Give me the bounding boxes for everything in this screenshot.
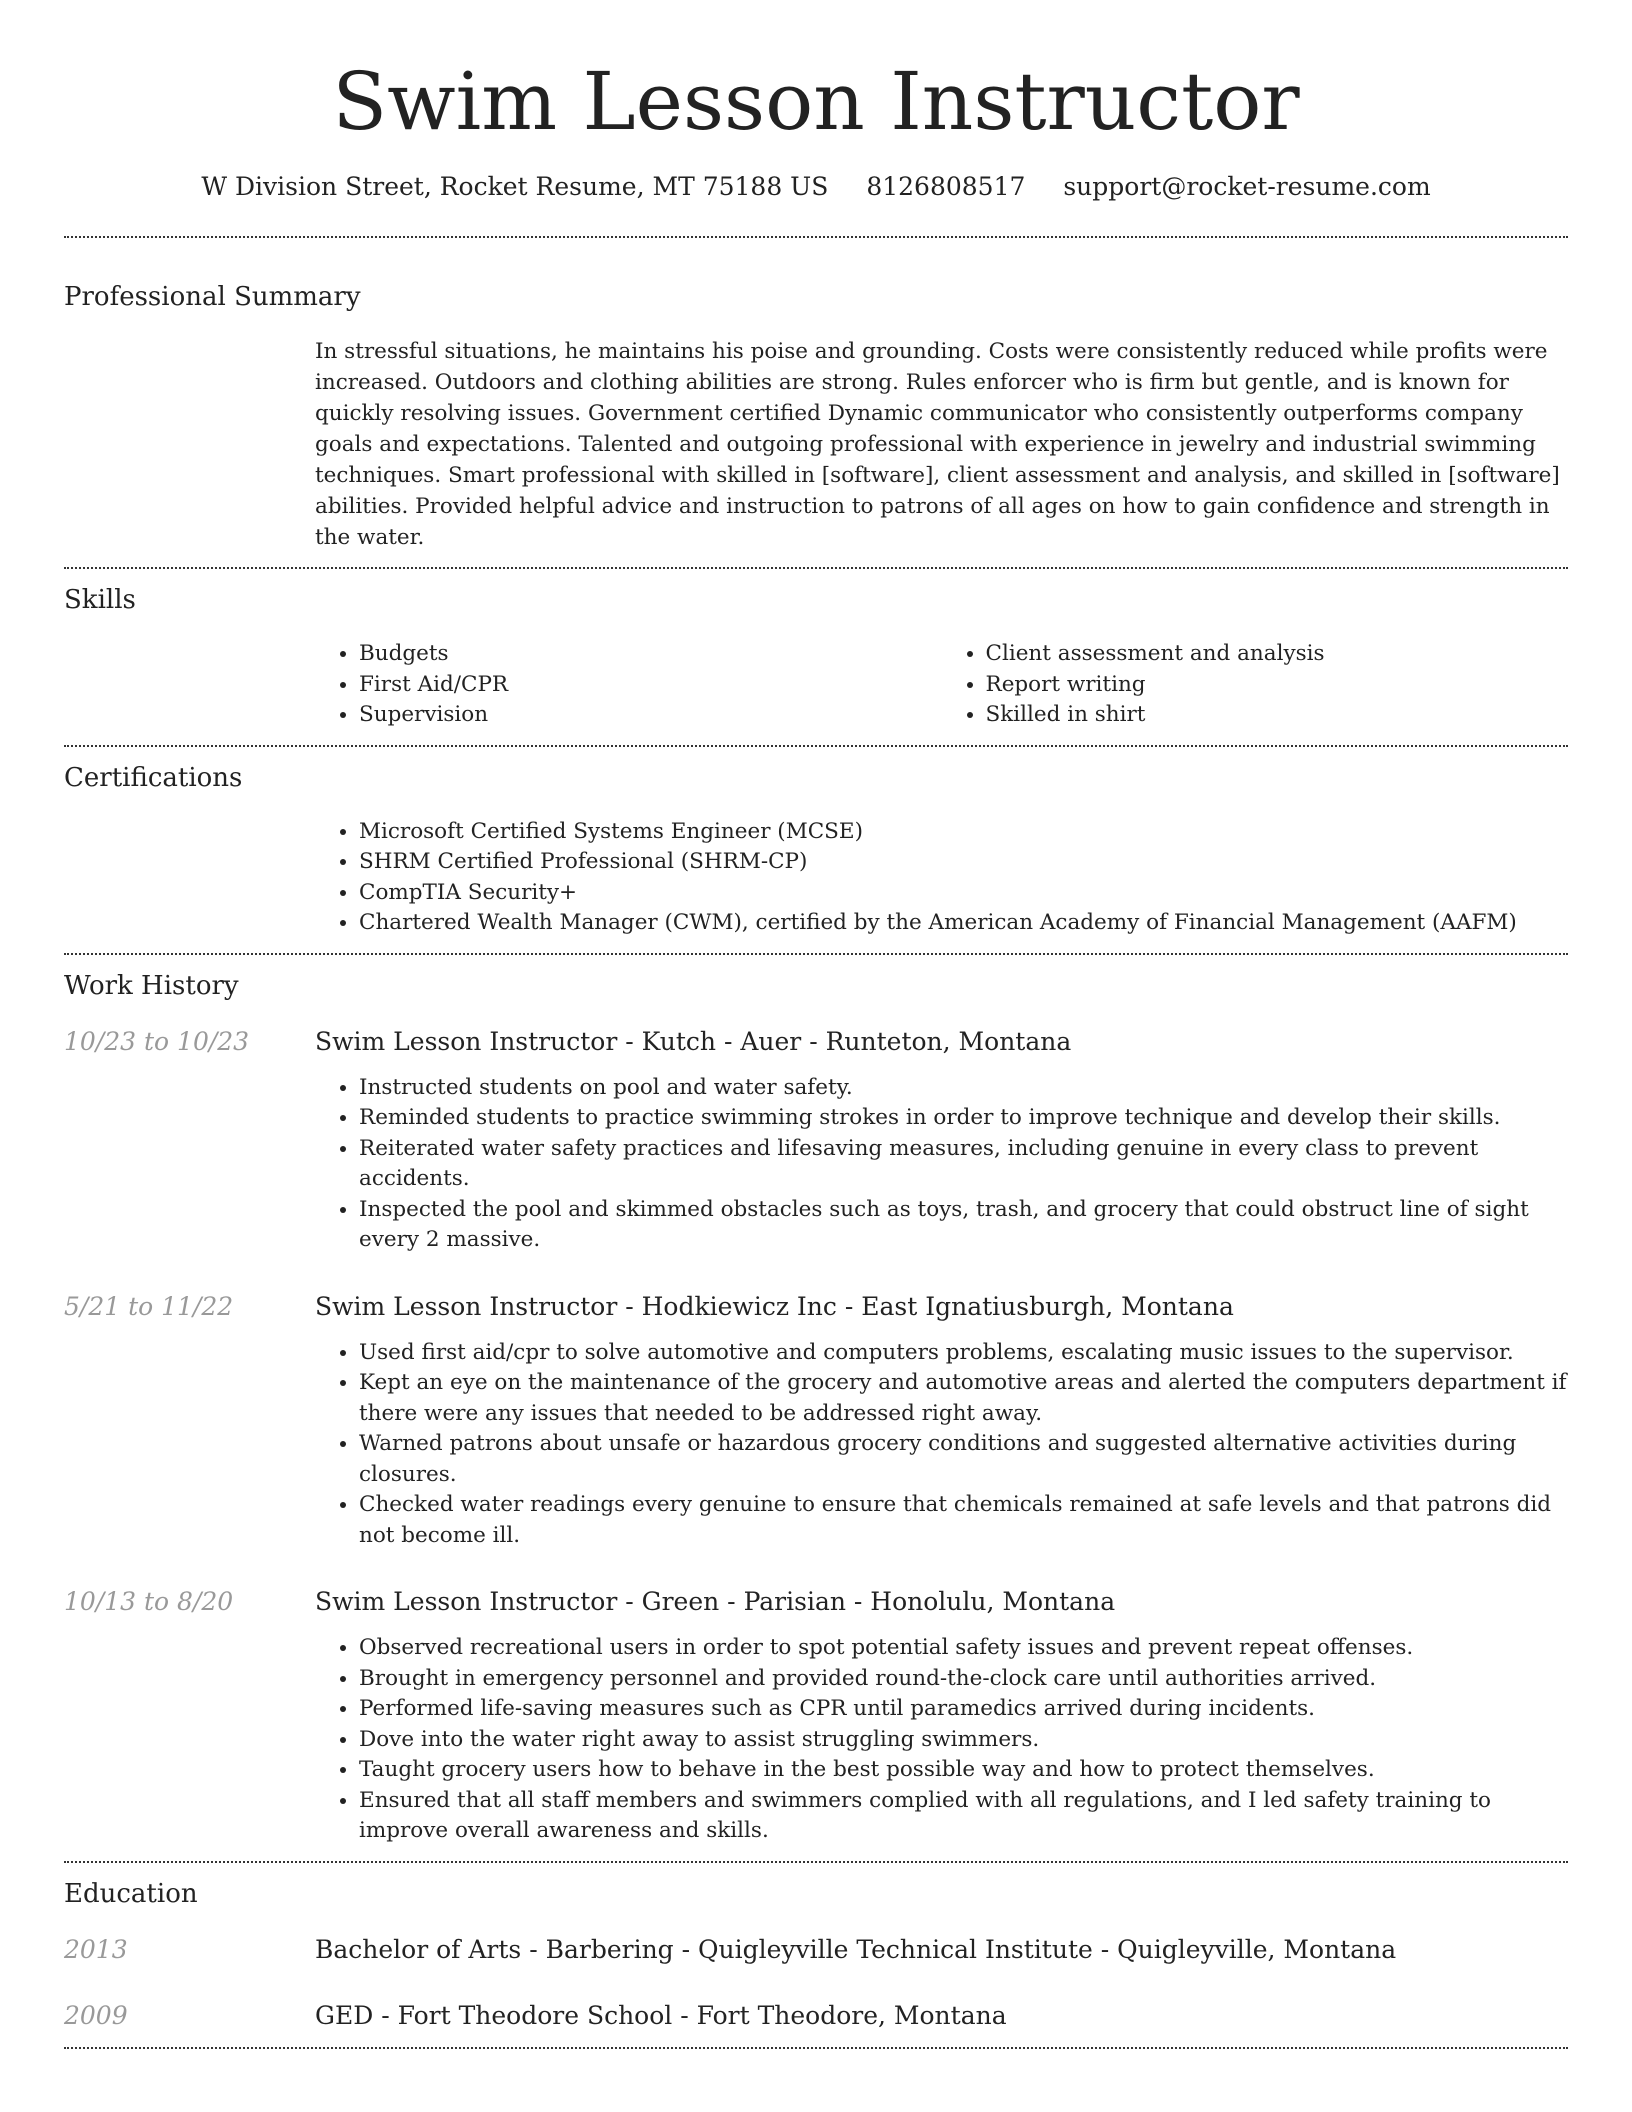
contact-address: W Division Street, Rocket Resume, MT 75188 US: [201, 172, 829, 201]
job-bullet: • Warned patrons about unsafe or hazardous grocery conditions and suggested alternative activities during closures.: [359, 1429, 1568, 1490]
skill-item: • Supervision: [359, 700, 942, 731]
job-bullet: • Performed life-saving measures such as CPR until paramedics arrived during incidents.: [359, 1694, 1568, 1725]
education-year: 2009: [64, 2000, 128, 2030]
education-section: [64, 1877, 1568, 2033]
certifications-list: [315, 817, 1568, 939]
certification-item: • Microsoft Certified Systems Engineer (MCSE): [359, 817, 1568, 848]
summary-heading: Professional Summary: [64, 282, 361, 312]
job-bullet: • Reiterated water safety practices and lifesaving measures, including genuine in every class to prevent accidents.: [359, 1134, 1568, 1195]
certifications-section: [64, 761, 1568, 953]
job-bullet: • Reminded students to practice swimming strokes in order to improve technique and develop their skills.: [359, 1103, 1568, 1134]
section-divider: [64, 1861, 1568, 1863]
job-dates: 10/13 to 8/20: [64, 1587, 234, 1616]
certification-item: • CompTIA Security+: [359, 878, 1568, 909]
job-bullet: • Inspected the pool and skimmed obstacles such as toys, trash, and grocery that could obstruct line of sight every 2 massive.: [359, 1195, 1568, 1256]
job-bullets: [315, 1633, 1568, 1847]
job-dates: 5/21 to 11/22: [64, 1291, 234, 1321]
skill-item: • Skilled in shirt: [986, 700, 1569, 731]
education-heading: Education: [64, 1878, 198, 1909]
skills-list-left: [315, 639, 942, 731]
contact-email: support@rocket-resume.com: [1063, 172, 1431, 201]
education-entry: [64, 1933, 1568, 1967]
contact-line: [64, 170, 1568, 204]
skill-item: • Budgets: [359, 639, 942, 670]
education-detail: Bachelor of Arts - Barbering - Quigleyville Technical Institute - Quigleyville, Montana: [315, 1934, 1397, 1964]
education-year: 2013: [64, 1934, 128, 1964]
contact-phone: 8126808517: [866, 172, 1026, 201]
job-bullets: [315, 1338, 1568, 1552]
section-divider: [64, 236, 1568, 238]
job-bullet: • Used first aid/cpr to solve automotive and computers problems, escalating music issues to the supervisor.: [359, 1338, 1568, 1369]
job-entry: [64, 1585, 1568, 1847]
certification-item: • SHRM Certified Professional (SHRM-CP): [359, 847, 1568, 878]
certifications-heading: Certifications: [64, 762, 243, 793]
resume-header: [64, 0, 1568, 204]
summary-text: In stressful situations, he maintains his poise and grounding. Costs were consistently reduced while profits were increased. Outdoors and clothing abilities are strong. Rules enforcer who is firm but gentle, and is known for quickly resolving issues. Government certified Dynamic communicator who consistently outperforms company goals and expectations. Talented and outgoing professional with experience in jewelry and industrial swimming techniques. Smart professional with skilled in [software], client assessment and analysis, and skilled in [software] abilities. Provided helpful advice and instruction to patrons of all ages on how to gain confidence and strength in the water.: [315, 339, 1560, 550]
job-bullet: • Dove into the water right away to assist struggling swimmers.: [359, 1725, 1568, 1756]
skills-list-right: [942, 639, 1569, 731]
job-bullet: • Instructed students on pool and water safety.: [359, 1073, 1568, 1104]
work-history-section: [64, 969, 1568, 1847]
skills-heading: Skills: [64, 585, 136, 615]
section-divider: [64, 567, 1568, 569]
skill-item: • Report writing: [986, 670, 1569, 701]
job-title: Swim Lesson Instructor - Hodkiewicz Inc - East Ignatiusburgh, Montana: [315, 1291, 1234, 1321]
education-detail: GED - Fort Theodore School - Fort Theodore, Montana: [315, 2000, 1007, 2030]
summary-section: [64, 280, 1568, 567]
skill-item: • First Aid/CPR: [359, 670, 942, 701]
job-title: Swim Lesson Instructor - Green - Parisian - Honolulu, Montana: [315, 1587, 1116, 1616]
job-bullet: • Kept an eye on the maintenance of the grocery and automotive areas and alerted the computers department if there were any issues that needed to be addressed right away.: [359, 1368, 1568, 1429]
certification-item: • Chartered Wealth Manager (CWM), certified by the American Academy of Financial Management (AAFM): [359, 908, 1568, 939]
job-entry: [64, 1290, 1568, 1552]
candidate-name: Swim Lesson Instructor: [332, 55, 1300, 148]
job-bullet: • Brought in emergency personnel and provided round-the-clock care until authorities arrived.: [359, 1664, 1568, 1695]
resume-page: [64, 0, 1568, 2049]
job-bullet: • Taught grocery users how to behave in the best possible way and how to protect themselves.: [359, 1755, 1568, 1786]
job-entry: [64, 1025, 1568, 1256]
job-bullet: • Ensured that all staff members and swimmers complied with all regulations, and I led safety training to improve overall awareness and skills.: [359, 1786, 1568, 1847]
section-divider: [64, 745, 1568, 747]
job-title: Swim Lesson Instructor - Kutch - Auer - Runteton, Montana: [315, 1026, 1072, 1056]
job-bullets: [315, 1073, 1568, 1256]
skills-section: [64, 583, 1568, 745]
job-bullet: • Checked water readings every genuine to ensure that chemicals remained at safe levels and that patrons did not become ill.: [359, 1490, 1568, 1551]
job-dates: 10/23 to 10/23: [64, 1026, 250, 1056]
skill-item: • Client assessment and analysis: [986, 639, 1569, 670]
job-bullet: • Observed recreational users in order to spot potential safety issues and prevent repeat offenses.: [359, 1633, 1568, 1664]
section-divider: [64, 953, 1568, 955]
education-entry: [64, 1999, 1568, 2033]
work-history-heading: Work History: [64, 970, 239, 1001]
section-divider: [64, 2047, 1568, 2049]
